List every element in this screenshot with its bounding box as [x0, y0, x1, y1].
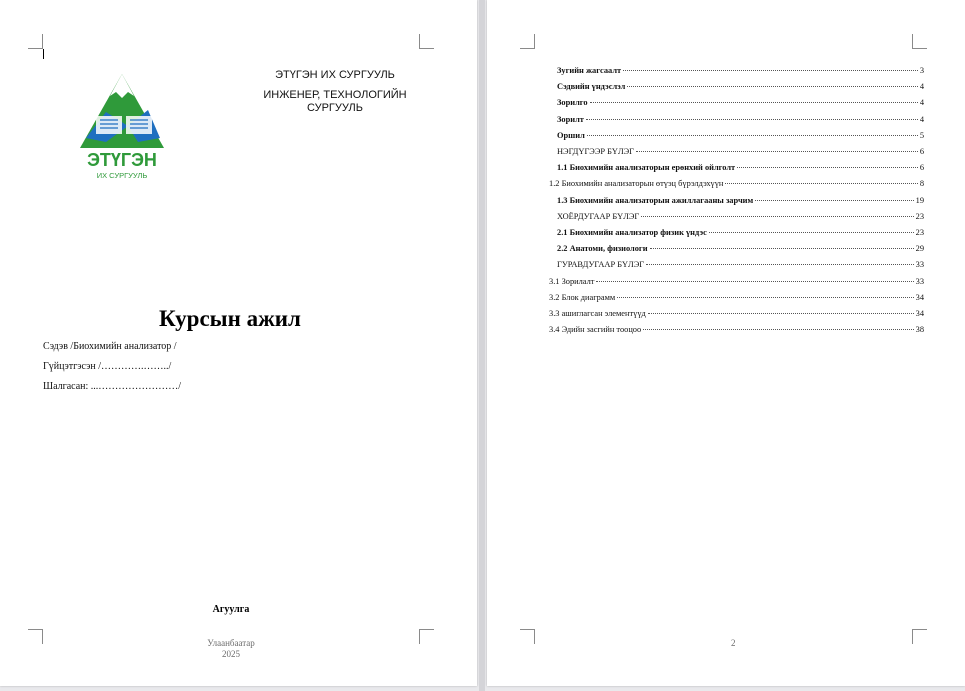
crop-mark [28, 34, 43, 49]
toc-leader-dots [725, 183, 917, 184]
toc-entry[interactable] [557, 82, 924, 94]
toc-entry[interactable] [549, 309, 924, 321]
toc-entry[interactable] [557, 131, 924, 143]
toc-leader-dots [623, 70, 918, 71]
toc-entry-title: 3.2 Блок диаграмм [549, 292, 616, 302]
toc-leader-dots [755, 200, 913, 201]
toc-entry-page: 4 [919, 98, 924, 108]
toc-entry-page: 6 [919, 163, 924, 173]
performed-by-field[interactable]: Гүйцэтгэсэн /………….……../ [43, 361, 172, 372]
toc-entry-page: 29 [915, 244, 924, 254]
toc-leader-dots [648, 313, 914, 314]
university-logo [76, 72, 172, 182]
toc-entry[interactable] [557, 196, 924, 208]
toc-leader-dots [590, 102, 918, 103]
toc-entry-title: 3.4 Эдийн засгийн тооцоо [549, 325, 642, 335]
toc-leader-dots [650, 248, 914, 249]
toc-leader-dots [709, 232, 914, 233]
toc-entry-title: 1.3 Биохимийн анализаторын ажиллагааны зарчим [557, 195, 754, 205]
university-name[interactable]: ЭТҮГЭН ИХ СУРГУУЛЬ [275, 69, 395, 81]
toc-entry[interactable] [557, 244, 924, 256]
toc-entry-title: ГУРАВДУГААР БҮЛЭГ [557, 260, 645, 270]
page-gap [479, 0, 485, 691]
toc-entry-title: Зорилт [557, 114, 584, 124]
toc-entry-page: 23 [915, 228, 924, 237]
crop-mark [419, 34, 434, 49]
toc-entry[interactable] [549, 293, 924, 305]
toc-leader-dots [587, 135, 918, 136]
toc-leader-dots [636, 151, 918, 152]
toc-leader-dots [627, 86, 917, 87]
toc-entry-title: 3.1 Зорилалт [549, 276, 595, 286]
toc-entry[interactable] [549, 277, 924, 289]
toc-entry[interactable] [557, 212, 924, 224]
toc-entry-title: НЭГДҮГЭЭР БҮЛЭГ [557, 147, 635, 156]
toc-entry-page: 4 [919, 82, 924, 92]
toc-entry-title: ХОЁРДУГААР БҮЛЭГ [557, 211, 640, 221]
toc-entry-page: 23 [915, 211, 924, 221]
toc-entry-page: 6 [919, 147, 924, 156]
toc-entry-title: 2.2 Анатоми, физиологи [557, 244, 648, 254]
toc-entry[interactable] [557, 115, 924, 127]
toc-leader-dots [641, 216, 913, 217]
toc-entry-title: 2.1 Биохимийн анализатор физик үндэс [557, 228, 707, 237]
table-of-contents-page [487, 0, 965, 686]
logo-wordmark: ЭТҮГЭН [87, 150, 157, 170]
toc-entry[interactable] [557, 228, 924, 240]
toc-leader-dots [596, 281, 913, 282]
toc-entry[interactable] [557, 66, 924, 78]
toc-entry[interactable] [557, 260, 924, 272]
toc-entry-title: Зорилго [557, 98, 588, 108]
toc-entry-page: 33 [915, 260, 924, 270]
toc-leader-dots [646, 264, 914, 265]
toc-leader-dots [586, 119, 918, 120]
toc-leader-dots [737, 167, 918, 168]
logo-subtitle: ИХ СУРГУУЛЬ [96, 171, 148, 180]
topic-field[interactable]: Сэдэв /Биохимийн анализатор / [43, 341, 177, 352]
toc-entry-page: 33 [915, 276, 924, 286]
toc-entry[interactable] [557, 163, 924, 175]
cover-page [0, 0, 477, 686]
crop-mark [520, 34, 535, 49]
school-name-line1[interactable]: ИНЖЕНЕР, ТЕХНОЛОГИЙН [263, 89, 407, 101]
toc-entry[interactable] [557, 147, 924, 159]
toc-entry-page: 8 [919, 179, 924, 189]
footer-year: 2025 [222, 649, 240, 659]
toc-entry-page: 3 [919, 66, 924, 75]
contents-heading[interactable]: Агуулга [212, 604, 250, 615]
toc-leader-dots [643, 329, 913, 330]
toc-entry-title: 1.2 Биохимийн анализаторын өтүэц бүрэлдэхүүн [549, 179, 724, 189]
toc-entry-page: 19 [915, 195, 924, 205]
crop-mark [912, 34, 927, 49]
toc-entry-page: 34 [915, 309, 924, 318]
toc-leader-dots [617, 297, 913, 298]
toc-entry-page: 5 [919, 130, 924, 140]
toc-entry[interactable] [549, 325, 924, 337]
toc-entry-page: 38 [915, 325, 924, 335]
toc-entry[interactable] [549, 179, 924, 191]
document-title[interactable]: Курсын ажил [159, 306, 301, 331]
crop-mark [520, 629, 535, 644]
toc-entry[interactable] [557, 98, 924, 110]
toc-entry-title: Оршил [557, 130, 585, 140]
toc-entry-title: 3.3 ашиглагсан элементүүд [549, 309, 646, 318]
page-number: 2 [731, 638, 736, 648]
footer-city: Улаанбаатар [207, 638, 255, 648]
toc-entry-title: Сэдвийн үндэслэл [557, 82, 626, 92]
text-cursor [43, 49, 44, 59]
checked-by-field[interactable]: Шалгасан: ...……………………/ [43, 381, 182, 392]
school-name-line2[interactable]: СУРГУУЛЬ [307, 102, 363, 114]
toc-entry-title: 1.1 Биохимийн анализаторын ерөнхий ойлголт [557, 163, 736, 173]
crop-mark [912, 629, 927, 644]
toc-entry-page: 4 [919, 114, 924, 124]
toc-entry-page: 34 [915, 292, 924, 302]
toc-entry-title: Зугийн жагсаалт [557, 66, 622, 75]
